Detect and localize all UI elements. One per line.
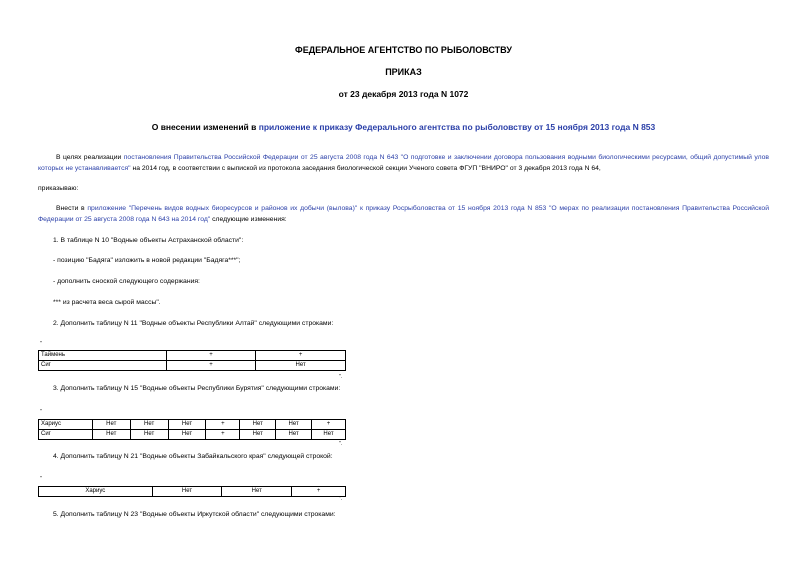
table-row: [39, 361, 346, 371]
table-cell: +: [166, 351, 256, 361]
table-row: [39, 487, 346, 497]
table-cell: Таймень: [39, 351, 167, 361]
table2: [38, 419, 346, 440]
order-word: приказываю:: [38, 185, 79, 192]
table-row: [39, 351, 346, 361]
preamble-paragraph: [38, 152, 769, 174]
document-title: [0, 122, 807, 132]
item-3: 3. Дополнить таблицу N 15 "Водные объекты Республики Бурятия" следующими строками:: [53, 385, 341, 392]
agency-heading: ФЕДЕРАЛЬНОЕ АГЕНТСТВО ПО РЫБОЛОВСТВУ: [295, 45, 512, 55]
preamble-text-a: В целях реализации: [56, 154, 124, 161]
table-row: [39, 420, 346, 430]
table-cell: Нет: [222, 487, 292, 497]
table-cell: Нет: [152, 487, 222, 497]
item-2: 2. Дополнить таблицу N 11 "Водные объекты Республики Алтай" следующими строками:: [53, 320, 334, 327]
item-5: 5. Дополнить таблицу N 23 "Водные объекты Иркутской области" следующими строками:: [53, 511, 336, 518]
table3: [38, 486, 346, 497]
table-cell: Нет: [276, 430, 312, 440]
table2-open-quote: ": [40, 409, 42, 415]
table-cell: Нет: [130, 420, 168, 430]
table1-close-quote: ".: [339, 374, 343, 380]
table-cell: +: [206, 430, 240, 440]
preamble-link[interactable]: постановления Правительства Российской Федерации от 25 августа 2008 года N 643 "О подготовке и заключении договора пользования водными биологическими ресурсами, общий допустимый улов которых не устанавливается": [38, 154, 770, 172]
table-cell: +: [312, 420, 346, 430]
amendment-text-b: следующие изменения:: [210, 216, 287, 223]
table-cell: Нет: [312, 430, 346, 440]
doc-type-heading: ПРИКАЗ: [385, 67, 422, 77]
amendment-text-a: Внести в: [56, 205, 88, 212]
preamble-text-b: на 2014 год, в соответствии с выпиской из протокола заседания биологической секции Ученого совета ФГУП "ВНИРО" от 3 декабря 2013 года N 64,: [130, 165, 601, 172]
table-cell: +: [166, 361, 256, 371]
table-cell: Нет: [168, 420, 206, 430]
item-1c: *** из расчета веса сырой массы".: [53, 299, 161, 306]
table-cell: Хариус: [39, 487, 153, 497]
date-number-heading: от 23 декабря 2013 года N 1072: [338, 89, 469, 99]
table-cell: +: [206, 420, 240, 430]
table3-open-quote: ": [40, 476, 42, 482]
amendment-link[interactable]: приложение "Перечень видов водных биоресурсов и районов их добычи (вылова)" к приказу Росрыболовства от 15 ноября 2013 года N 853 "О мерах по реализации постановления Правительства Российской Федерации от 25 августа 2008 года N 643 на 2014 год": [38, 205, 769, 223]
table-cell: Нет: [276, 420, 312, 430]
item-1b: - дополнить сноской следующего содержания:: [53, 278, 200, 285]
table-cell: Сиг: [39, 361, 167, 371]
amendment-paragraph: [38, 203, 769, 225]
title-prefix: О внесении изменений в: [151, 122, 259, 132]
table1: [38, 350, 346, 371]
table-cell: Хариус: [39, 420, 93, 430]
table-cell: +: [256, 351, 346, 361]
table-cell: Нет: [92, 430, 130, 440]
title-link[interactable]: приложение к приказу Федерального агентства по рыболовству от 15 ноября 2013 года N 853: [258, 122, 656, 132]
table-cell: Нет: [256, 361, 346, 371]
table2-close-quote: ".: [339, 441, 343, 447]
table-row: [39, 430, 346, 440]
table-cell: Сиг: [39, 430, 93, 440]
table-cell: Нет: [92, 420, 130, 430]
item-4: 4. Дополнить таблицу N 21 "Водные объекты Забайкальского края" следующей строкой:: [53, 453, 333, 460]
table3-close-quote: ".: [339, 496, 343, 502]
item-1: 1. В таблице N 10 "Водные объекты Астраханской области":: [53, 237, 244, 244]
table1-open-quote: ": [40, 341, 42, 347]
table-cell: Нет: [130, 430, 168, 440]
table-cell: Нет: [240, 430, 276, 440]
table-cell: Нет: [240, 420, 276, 430]
item-1a: - позицию "Бадяга" изложить в новой редакции "Бадяга***";: [53, 257, 241, 264]
table-cell: Нет: [168, 430, 206, 440]
table-cell: +: [292, 487, 346, 497]
